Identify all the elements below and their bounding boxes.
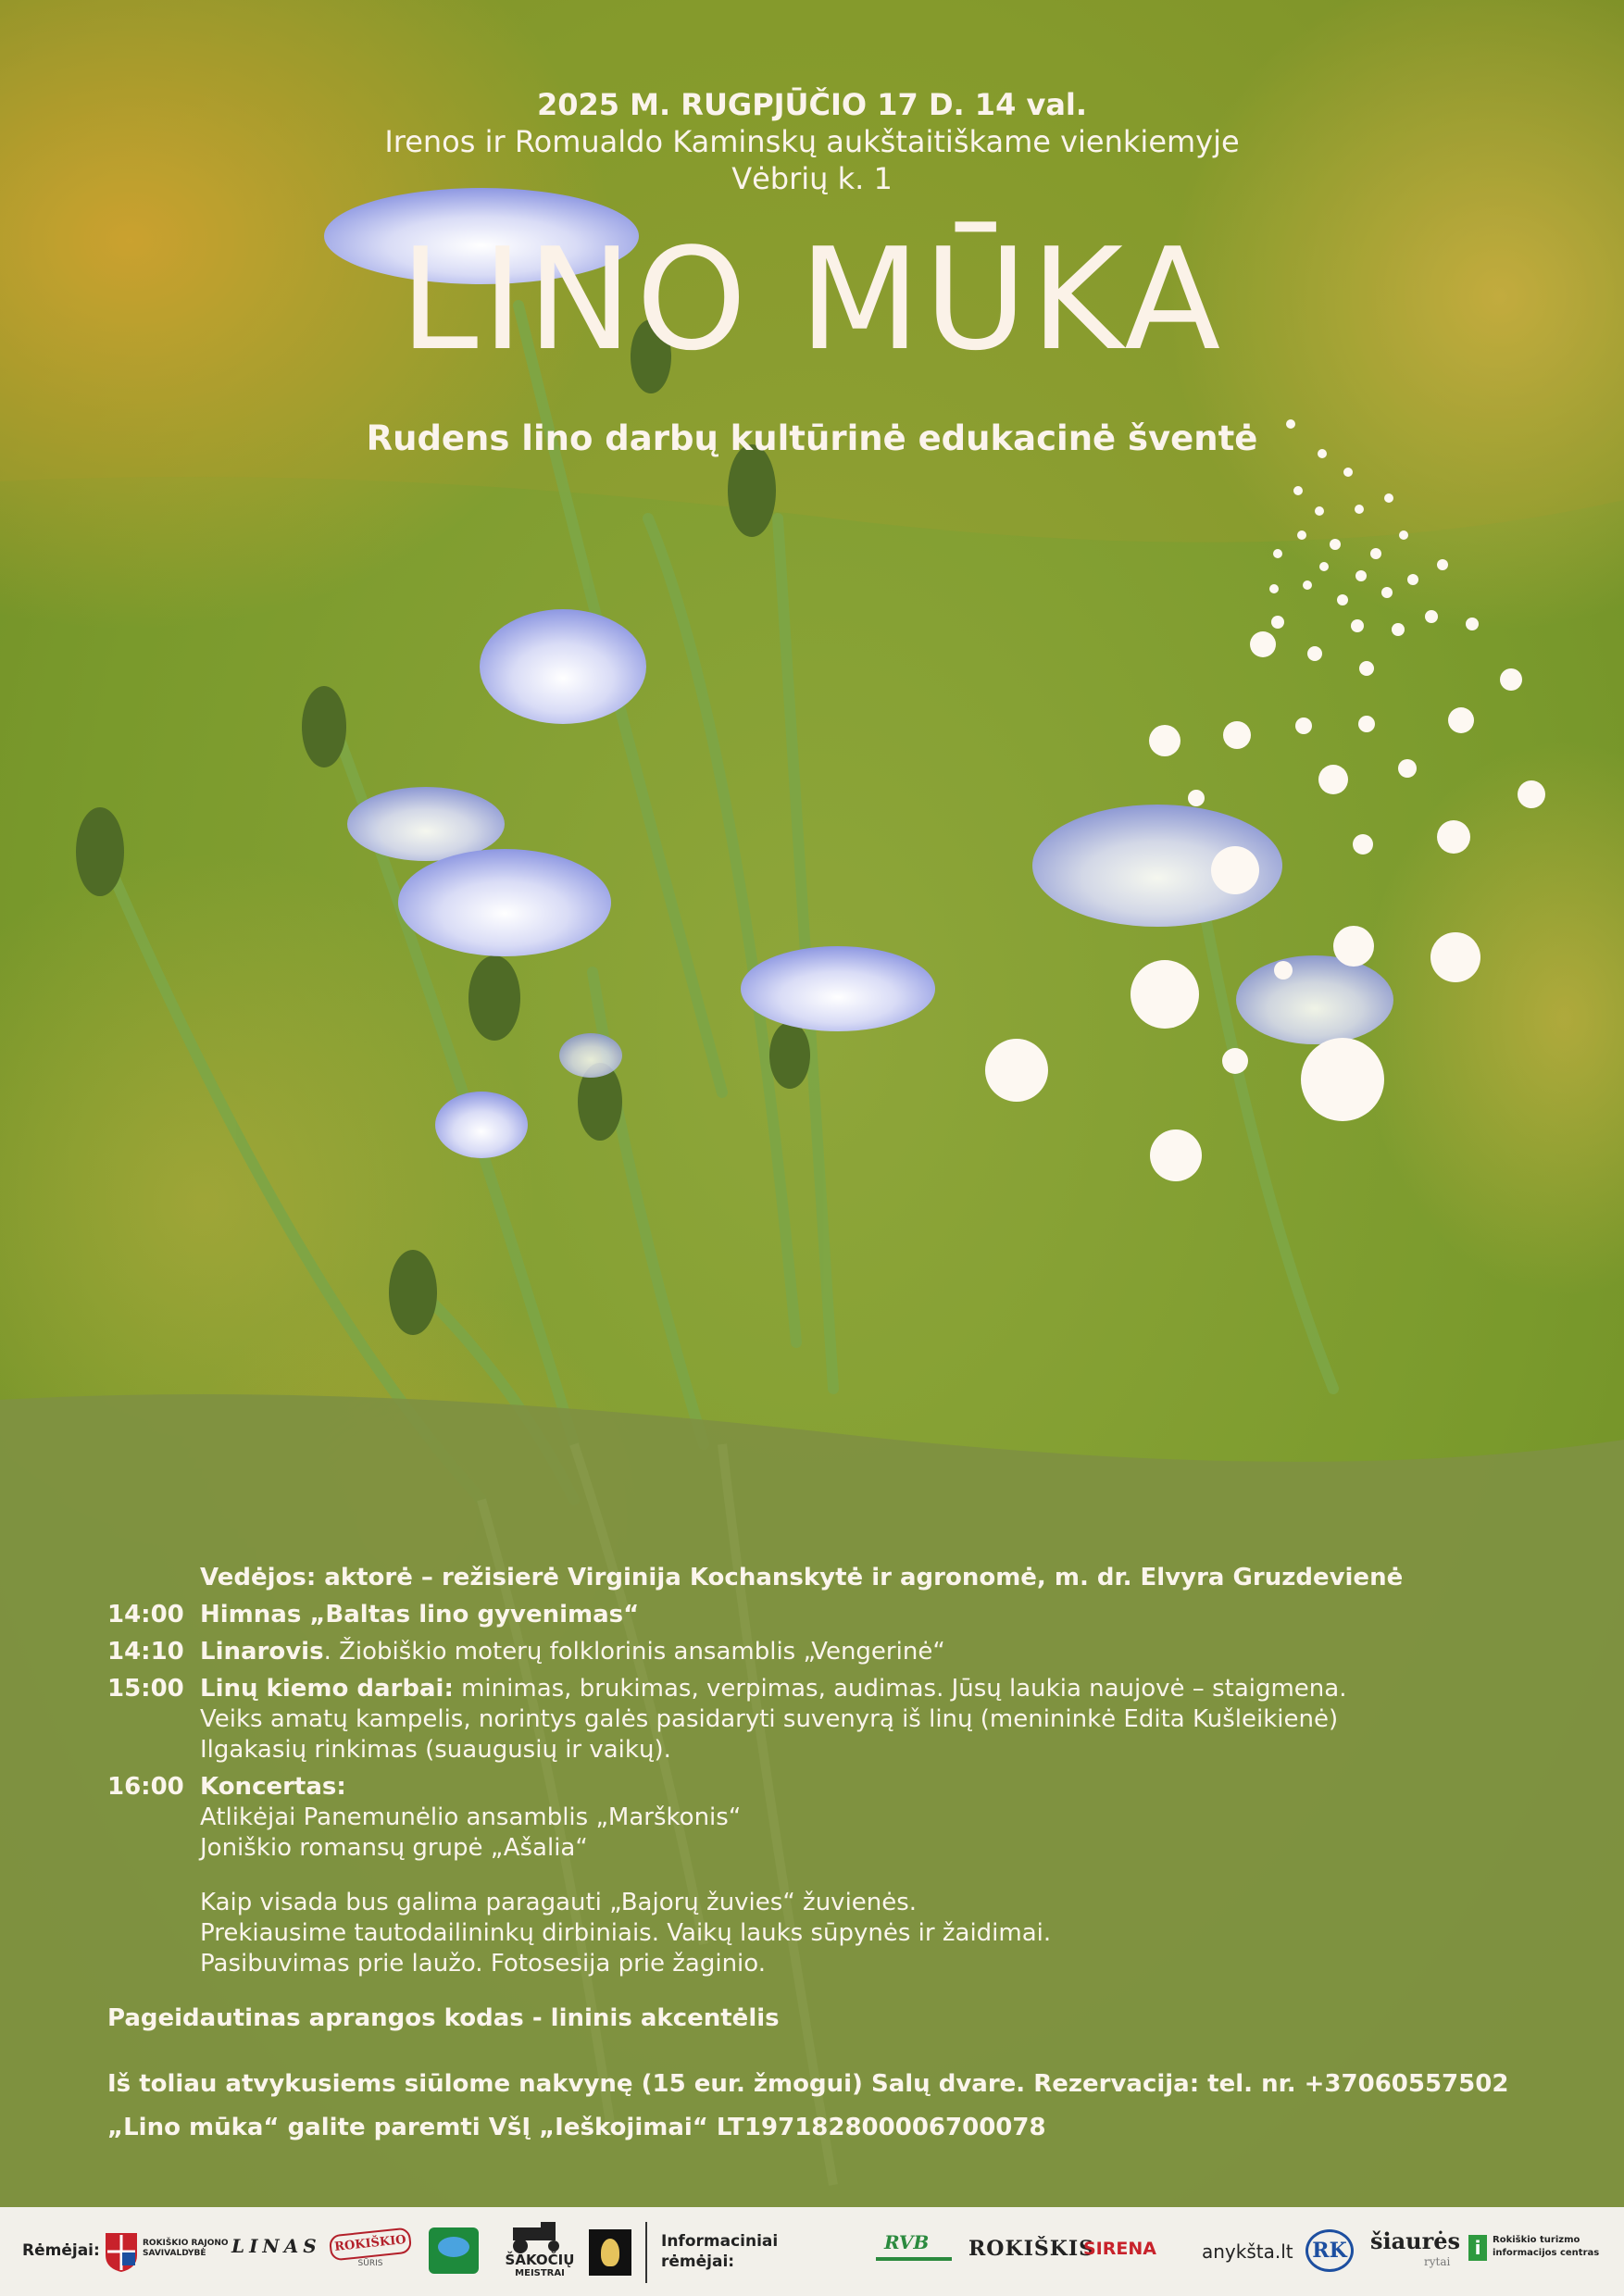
rvb-underline bbox=[876, 2257, 952, 2261]
sirena-logo: SIRENA bbox=[1083, 2239, 1156, 2259]
rk-logo: RK bbox=[1305, 2229, 1354, 2272]
linas-logo: LINAS bbox=[231, 2235, 321, 2257]
program-time: 14:00 bbox=[107, 1601, 184, 1628]
program-text: . Žiobiškio moterų folklorinis ansamblis „Vengerinė“ bbox=[323, 1638, 945, 1666]
program-title: Linarovis bbox=[200, 1638, 324, 1666]
event-venue: Irenos ir Romualdo Kaminskų aukštaitiškame vienkiemyje bbox=[384, 124, 1240, 159]
program-section bbox=[107, 1563, 1552, 2143]
dress-code: Pageidautinas aprangos kodas - lininis akcentėlis bbox=[107, 2004, 780, 2032]
rokiskio-suris-text: ROKIŠKIO bbox=[329, 2227, 412, 2261]
program-item bbox=[107, 1772, 1552, 1864]
program-text-line: Veiks amatų kampelis, norintys galės pasidaryti suvenyrą iš linų (menininkė Edita Kušleikienė) bbox=[200, 1705, 1339, 1733]
rokiskis-logo: ROKIŠKIS bbox=[968, 2237, 1095, 2261]
emblem-logo bbox=[589, 2229, 631, 2276]
program-item bbox=[107, 1637, 1552, 1667]
turizmo-centras-logo bbox=[1468, 2231, 1617, 2268]
badge-icon bbox=[438, 2237, 469, 2257]
sponsor-bar bbox=[0, 2207, 1624, 2296]
program-time: 15:00 bbox=[107, 1675, 184, 1703]
program-text-line: Atlikėjai Panemunėlio ansamblis „Marškonis“ bbox=[200, 1803, 742, 1831]
info-sponsors-label-1: Informaciniai bbox=[661, 2232, 779, 2251]
tractor-icon bbox=[500, 2220, 580, 2253]
anyksta-logo: anykšta.lt bbox=[1202, 2240, 1293, 2263]
info-sponsors-label-2: rėmėjai: bbox=[661, 2252, 735, 2271]
turizmo-line-2: informacijos centras bbox=[1493, 2248, 1600, 2258]
extras-line: Pasibuvimas prie laužo. Fotosesija prie žaginio. bbox=[200, 1950, 766, 1978]
program-time: 14:10 bbox=[107, 1638, 184, 1666]
event-date: 2025 M. RUGPJŪČIO 17 D. 14 val. bbox=[536, 87, 1088, 122]
extras-block bbox=[107, 1888, 1552, 1979]
extras-line: Prekiausime tautodailininkų dirbiniais. Vaikų lauks sūpynės ir žaidimai. bbox=[200, 1919, 1052, 1947]
sponsors-label: Rėmėjai: bbox=[22, 2241, 100, 2260]
program-item bbox=[107, 1600, 1552, 1630]
sponsor-badge-logo bbox=[429, 2227, 479, 2274]
meistrai-text: MEISTRAI bbox=[515, 2268, 565, 2278]
program-title: Himnas „Baltas lino gyvenimas“ bbox=[200, 1601, 640, 1628]
siaures-rytai-logo: šiaurės bbox=[1370, 2227, 1461, 2254]
program-text-line: Ilgakasių rinkimas (suaugusių ir vaikų). bbox=[200, 1736, 671, 1764]
event-subtitle: Rudens lino darbų kultūrinė edukacinė šventė bbox=[366, 418, 1258, 458]
program-title: Linų kiemo darbai: bbox=[200, 1675, 454, 1703]
program-time: 16:00 bbox=[107, 1773, 184, 1801]
hosts-line: Vedėjos: aktorė – režisierė Virginija Kochanskytė ir agronomė, m. dr. Elvyra Gruzdevienė bbox=[200, 1564, 1404, 1591]
event-place: Vėbrių k. 1 bbox=[731, 161, 893, 196]
lodging-info: Iš toliau atvykusiems siūlome nakvynę (15 eur. žmogui) Salų dvare. Rezervacija: tel. nr. +37060557502 bbox=[107, 2070, 1509, 2098]
sponsor-divider bbox=[645, 2222, 647, 2283]
program-item bbox=[107, 1674, 1552, 1766]
sakociu-text: ŠAKOČIŲ bbox=[505, 2252, 575, 2268]
extras-line: Kaip visada bus galima paragauti „Bajorų žuvies“ žuvienės. bbox=[200, 1889, 918, 1916]
coat-of-arms-icon bbox=[104, 2231, 139, 2274]
siaures-rytai-sub: rytai bbox=[1424, 2255, 1451, 2268]
program-text-line: Joniškio romansų grupė „Ašalia“ bbox=[200, 1834, 588, 1862]
event-title: LINO MŪKA bbox=[399, 218, 1225, 381]
program-title: Koncertas: bbox=[200, 1773, 346, 1801]
emblem-icon bbox=[601, 2239, 619, 2266]
info-icon: i bbox=[1468, 2235, 1487, 2261]
rokiskio-suris-sub: SŪRIS bbox=[357, 2259, 383, 2268]
support-info: „Lino mūka“ galite paremti VšĮ „Ieškojimai“ LT197182800006700078 bbox=[107, 2114, 1046, 2141]
rvb-logo: RVB bbox=[884, 2231, 930, 2253]
turizmo-line-1: Rokiškio turizmo bbox=[1493, 2235, 1580, 2245]
rokiskio-suris-logo bbox=[328, 2227, 413, 2277]
program-text: minimas, brukimas, verpimas, audimas. Jūsų laukia naujovė – staigmena. bbox=[453, 1675, 1347, 1703]
sakociu-meistrai-logo bbox=[500, 2220, 580, 2285]
rokiskio-savivaldybe-logo bbox=[104, 2229, 243, 2276]
rokiskio-savivaldybe-text: ROKIŠKIO RAJONO SAVIVALDYBĖ bbox=[143, 2239, 229, 2258]
